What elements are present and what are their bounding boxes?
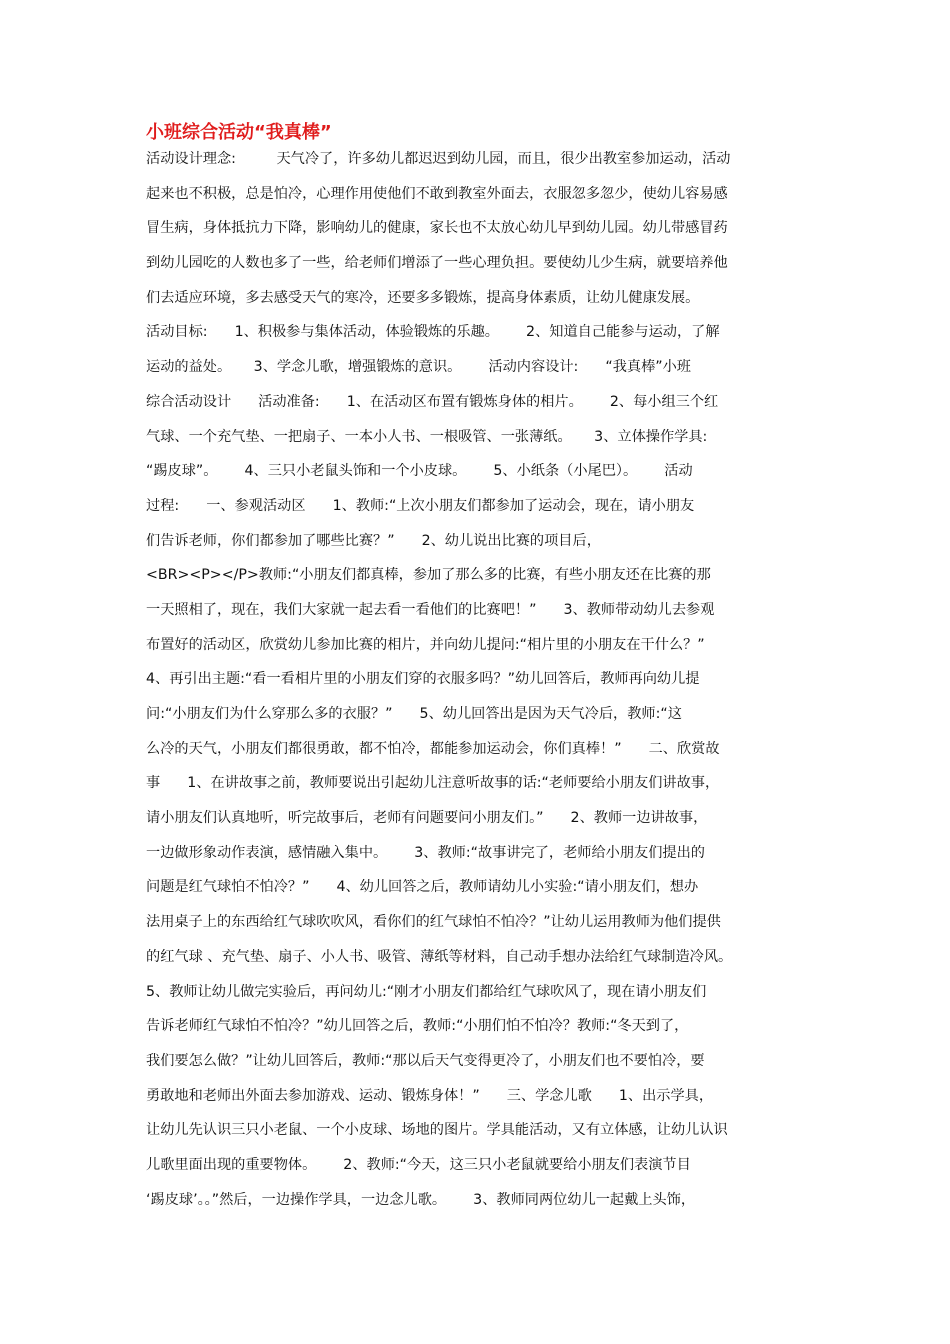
text-line: 请小朋友们认真地听，听完故事后，老师有问题要问小朋友们。” 2、教师一边讲故事， xyxy=(146,810,708,827)
text-line: 起来也不积极，总是怕冷，心理作用使他们不敢到教室外面去，衣服忽多忽少，使幼儿容易感 xyxy=(146,185,728,202)
page-title: 小班综合活动“我真棒” xyxy=(146,122,332,143)
text-line: 法用桌子上的东西给红气球吹吹风，看你们的红气球怕不怕冷？”让幼儿运用教师为他们提供 xyxy=(146,914,721,931)
text-line: 一天照相了，现在，我们大家就一起去看一看他们的比赛吧！” 3、教师带动幼儿去参观 xyxy=(146,601,715,618)
text-line: 事 1、在讲故事之前，教师要说出引起幼儿注意听故事的话:“老师要给小朋友们讲故事， xyxy=(146,775,720,792)
text-line: 4、再引出主题:“看一看相片里的小朋友们穿的衣服多吗？”幼儿回答后，教师再向幼儿提 xyxy=(146,671,700,688)
text-line: 布置好的活动区，欣赏幼儿参加比赛的相片，并向幼儿提问:“相片里的小朋友在干什么？” xyxy=(146,636,705,653)
text-line: 问:“小朋友们为什么穿那么多的衣服？” 5、幼儿回答出是因为天气冷后，教师:“这 xyxy=(146,706,682,722)
text-line: 过程: 一、参观活动区 1、教师:“上次小朋友们都参加了运动会，现在，请小朋友 xyxy=(146,497,695,514)
document-body xyxy=(146,142,806,1217)
text-line: <BR><P></P>教师:“小朋友们都真棒，参加了那么多的比赛，有些小朋友还在比赛的那 xyxy=(146,567,711,584)
text-line: 让幼儿先认识三只小老鼠、一个小皮球、场地的图片。学具能活动，又有立体感，让幼儿认识 xyxy=(146,1122,728,1139)
text-line: 冒生病，身体抵抗力下降，影响幼儿的健康，家长也不太放心幼儿早到幼儿园。幼儿带感冒药 xyxy=(146,220,728,237)
text-line: 我们要怎么做？”让幼儿回答后，教师:“那以后天气变得更冷了，小朋友们也不要怕冷，要 xyxy=(146,1052,705,1069)
text-line: 活动设计理念: 天气冷了，许多幼儿都迟迟到幼儿园，而且，很少出教室参加运动，活动 xyxy=(146,151,731,167)
text-line: 综合活动设计 活动准备: 1、在活动区布置有锻炼身体的相片。 2、每小组三个红 xyxy=(146,393,719,410)
text-line: 们去适应环境，多去感受天气的寒冷，还要多多锻炼，提高身体素质，让幼儿健康发展。 xyxy=(146,289,700,306)
text-line: 5、教师让幼儿做完实验后，再问幼儿:“刚才小朋友们都给红气球吹风了，现在请小朋友们 xyxy=(146,983,707,1000)
text-line: 么冷的天气，小朋友们都很勇敢，都不怕冷，都能参加运动会，你们真棒！” 二、欣赏故 xyxy=(146,740,720,757)
text-line: 儿歌里面出现的重要物体。 2、教师:“今天，这三只小老鼠就要给小朋友们表演节目 xyxy=(146,1156,691,1173)
text-line: 运动的益处。 3、学念儿歌，增强锻炼的意识。 活动内容设计: “我真棒”小班 xyxy=(146,359,691,376)
text-line: 的红气球 、充气垫、扇子、小人书、吸管、薄纸等材料，自己动手想办法给红气球制造冷风。 xyxy=(146,948,733,965)
text-line: “踢皮球”。 4、三只小老鼠头饰和一个小皮球。 5、小纸条（小尾巴）。 活动 xyxy=(146,463,693,480)
text-line: 活动目标: 1、积极参与集体活动，体验锻炼的乐趣。 2、知道自己能参与运动，了解 xyxy=(146,324,720,341)
text-line: 气球、一个充气垫、一把扇子、一本小人书、一根吸管、一张薄纸。 3、立体操作学具: xyxy=(146,428,708,445)
text-line: 告诉老师红气球怕不怕冷？”幼儿回答之后，教师:“小朋们怕不怕冷？教师:“冬天到了， xyxy=(146,1018,689,1035)
text-line: 问题是红气球怕不怕冷？” 4、幼儿回答之后，教师请幼儿小实验:“请小朋友们，想办 xyxy=(146,879,699,896)
text-line: 一边做形象动作表演，感情融入集中。 3、教师:“故事讲完了，老师给小朋友们提出的 xyxy=(146,844,705,861)
text-line: 们告诉老师，你们都参加了哪些比赛？” 2、幼儿说出比赛的项目后， xyxy=(146,532,601,549)
text-line: 到幼儿园吃的人数也多了一些，给老师们增添了一些心理负担。要使幼儿少生病，就要培养他 xyxy=(146,255,728,272)
text-line: 勇敢地和老师出外面去参加游戏、运动、锻炼身体！” 三、学念儿歌 1、出示学具， xyxy=(146,1087,714,1104)
text-line: ‘踢皮球’。。”然后，一边操作学具，一边念儿歌。 3、教师同两位幼儿一起戴上头饰， xyxy=(146,1191,696,1208)
